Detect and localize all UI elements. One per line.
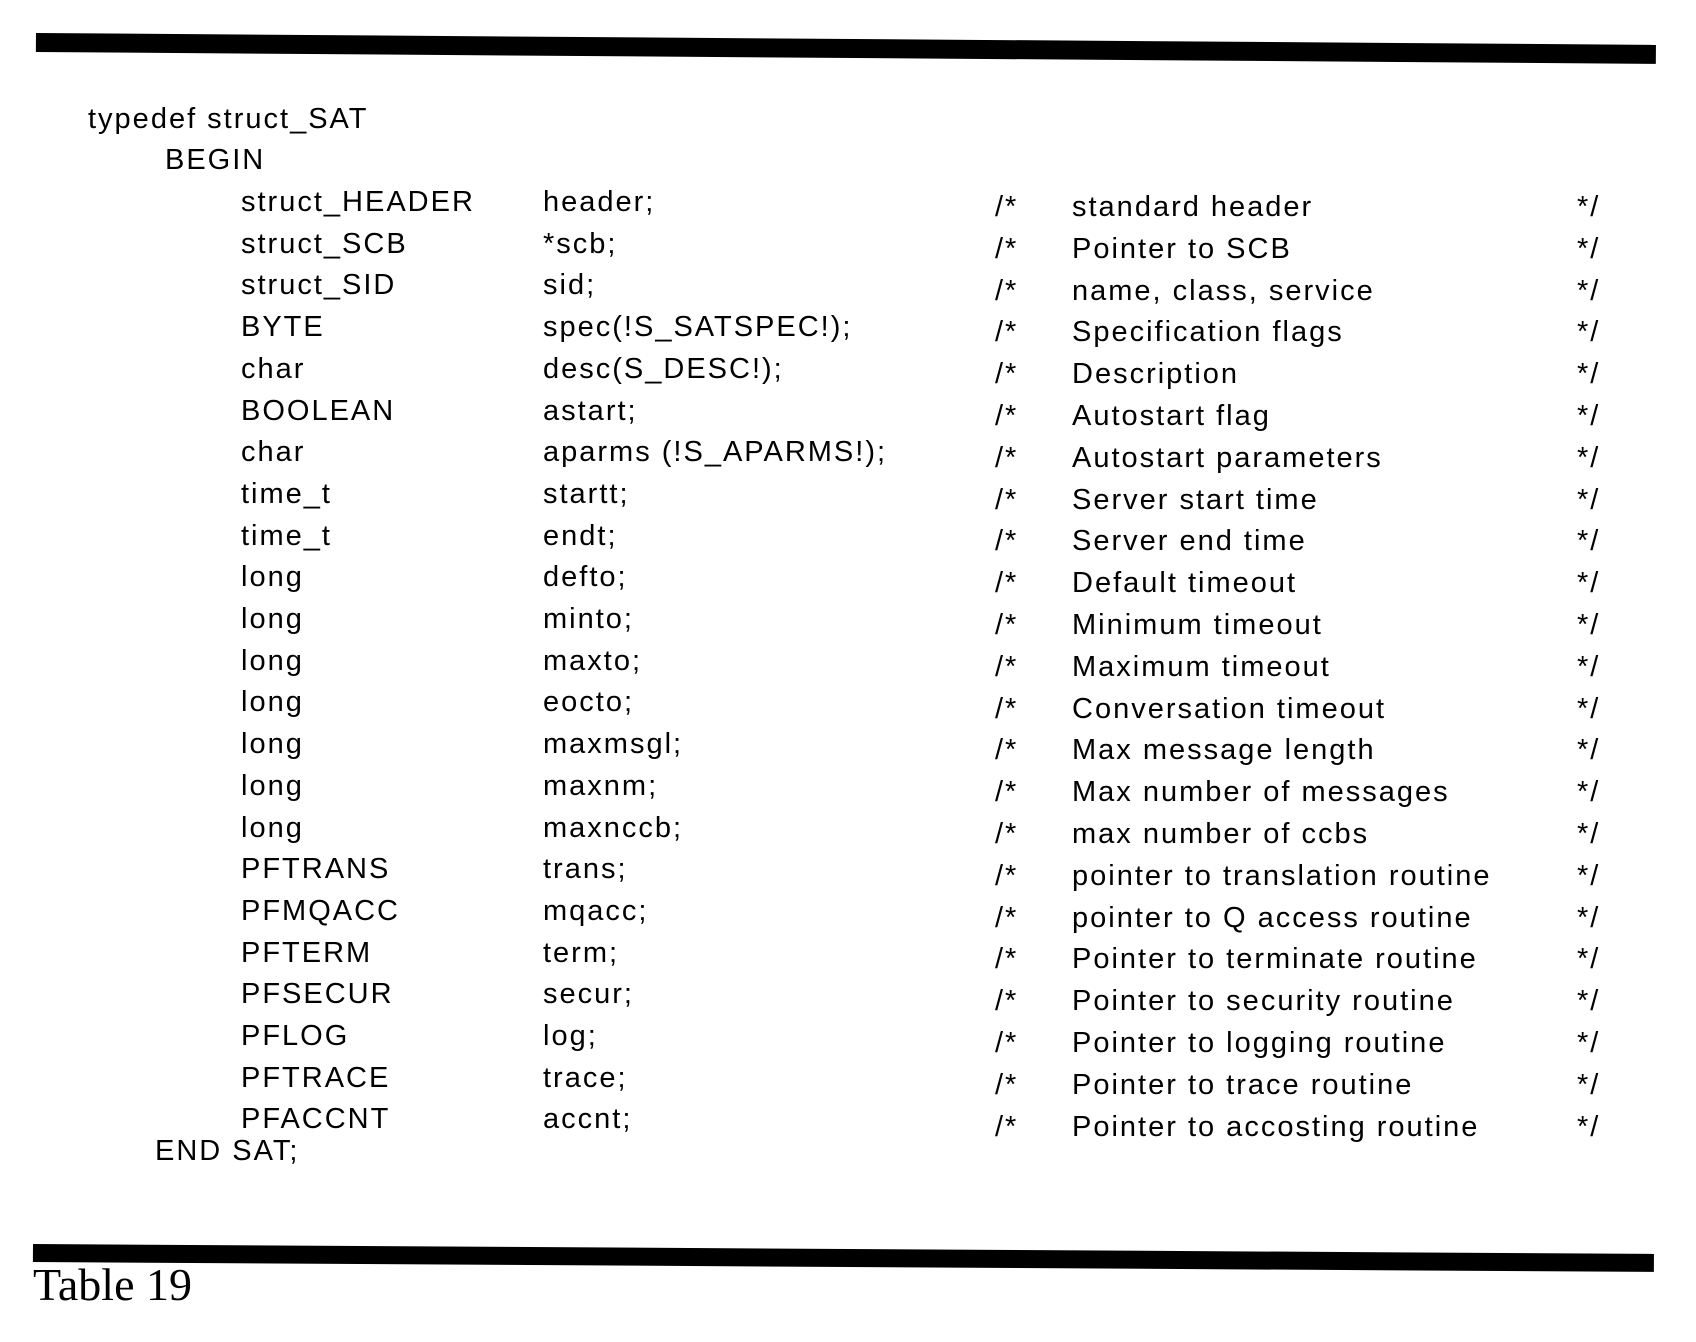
- comment-open: /*: [995, 232, 1019, 265]
- field-name: spec(!S_SATSPEC!);: [543, 311, 853, 344]
- field-type: struct_SID: [241, 269, 397, 302]
- field-type: struct_HEADER: [241, 186, 475, 218]
- field-type: PFSECUR: [241, 978, 394, 1011]
- comment-open: /*: [995, 901, 1019, 934]
- field-comment: Description: [1072, 358, 1240, 391]
- comment-open: /*: [995, 943, 1019, 976]
- field-name: header;: [543, 186, 656, 218]
- field-comment: Autostart parameters: [1072, 441, 1383, 474]
- comment-close: */: [1577, 650, 1601, 683]
- comment-close: */: [1577, 358, 1601, 391]
- comment-open: /*: [995, 316, 1019, 349]
- field-type: long: [241, 769, 304, 802]
- comment-open: /*: [995, 650, 1019, 683]
- field-comment: pointer to Q access routine: [1072, 901, 1473, 934]
- field-comment: Pointer to SCB: [1072, 232, 1292, 265]
- field-type: char: [241, 436, 306, 469]
- field-comment: Max number of messages: [1072, 776, 1450, 809]
- comment-close: */: [1577, 441, 1601, 474]
- field-comment: Server start time: [1072, 483, 1319, 516]
- field-comment: pointer to translation routine: [1072, 859, 1492, 892]
- field-name: mqacc;: [543, 894, 649, 927]
- comment-close: */: [1577, 985, 1601, 1018]
- comment-close: */: [1577, 1027, 1601, 1059]
- comment-open: /*: [995, 400, 1019, 432]
- comment-close: */: [1577, 483, 1601, 516]
- field-comment: Specification flags: [1072, 316, 1344, 349]
- field-name: maxmsgl;: [543, 728, 684, 761]
- field-type: struct_SCB: [241, 227, 408, 260]
- field-name: sid;: [543, 269, 597, 302]
- field-type: BOOLEAN: [241, 394, 396, 427]
- comment-open: /*: [995, 441, 1019, 474]
- field-name: log;: [543, 1020, 598, 1052]
- field-name: term;: [543, 936, 620, 969]
- field-name: *scb;: [543, 227, 618, 260]
- field-name: trans;: [543, 853, 628, 886]
- comment-open: /*: [995, 525, 1019, 558]
- field-name: maxnccb;: [543, 811, 684, 844]
- comment-open: /*: [995, 1110, 1019, 1143]
- comment-close: */: [1577, 400, 1601, 432]
- field-comment: Autostart flag: [1072, 400, 1271, 432]
- comment-open: /*: [995, 1027, 1019, 1059]
- comment-close: */: [1577, 1068, 1601, 1101]
- field-comment: max number of ccbs: [1072, 818, 1370, 850]
- field-comment: Pointer to trace routine: [1072, 1068, 1414, 1101]
- comment-close: */: [1577, 692, 1601, 725]
- field-name: minto;: [543, 603, 634, 635]
- comment-open: /*: [995, 734, 1019, 767]
- field-comment: Pointer to accosting routine: [1072, 1110, 1480, 1143]
- field-name: secur;: [543, 978, 634, 1011]
- field-comment: Pointer to terminate routine: [1072, 943, 1478, 976]
- comment-open: /*: [995, 985, 1019, 1018]
- field-type: long: [241, 686, 304, 719]
- field-name: desc(S_DESC!);: [543, 352, 784, 385]
- field-name: maxto;: [543, 644, 643, 677]
- comment-close: */: [1577, 274, 1601, 307]
- field-comment: Max message length: [1072, 734, 1376, 767]
- comment-open: /*: [995, 191, 1019, 223]
- comment-close: */: [1577, 232, 1601, 265]
- comment-open: /*: [995, 1068, 1019, 1101]
- comment-close: */: [1577, 567, 1601, 600]
- field-name: defto;: [543, 561, 628, 594]
- field-type: BYTE: [241, 311, 325, 344]
- comment-close: */: [1577, 609, 1601, 641]
- field-comment: Maximum timeout: [1072, 650, 1331, 683]
- field-comment: Conversation timeout: [1072, 692, 1387, 725]
- field-name: astart;: [543, 394, 638, 427]
- begin-keyword: BEGIN: [165, 144, 266, 176]
- field-name: maxnm;: [543, 769, 659, 802]
- comment-close: */: [1577, 734, 1601, 767]
- comment-open: /*: [995, 274, 1019, 307]
- field-name: accnt;: [543, 1103, 633, 1136]
- typedef-line: typedef struct_SAT: [88, 103, 369, 135]
- comment-close: */: [1577, 316, 1601, 349]
- field-type: PFTERM: [241, 936, 373, 969]
- comment-close: */: [1577, 859, 1601, 892]
- field-type: long: [241, 811, 304, 844]
- field-name: eocto;: [543, 686, 634, 719]
- comment-open: /*: [995, 818, 1019, 850]
- comment-open: /*: [995, 859, 1019, 892]
- field-type: long: [241, 728, 304, 761]
- field-name: trace;: [543, 1061, 628, 1094]
- comment-open: /*: [995, 483, 1019, 516]
- field-name: startt;: [543, 477, 630, 510]
- field-type: time_t: [241, 519, 332, 552]
- field-name: endt;: [543, 519, 618, 552]
- field-type: PFLOG: [241, 1020, 350, 1052]
- comment-open: /*: [995, 567, 1019, 600]
- field-type: time_t: [241, 477, 332, 510]
- end-keyword: END SAT;: [155, 1135, 300, 1167]
- comment-close: */: [1577, 776, 1601, 809]
- comment-close: */: [1577, 818, 1601, 850]
- comment-open: /*: [995, 358, 1019, 391]
- table-caption: Table 19: [33, 1259, 193, 1310]
- comment-close: */: [1577, 1110, 1601, 1143]
- comment-open: /*: [995, 692, 1019, 725]
- field-type: long: [241, 603, 304, 635]
- field-type: char: [241, 352, 306, 385]
- comment-close: */: [1577, 191, 1601, 223]
- field-comment: Server end time: [1072, 525, 1307, 558]
- field-comment: Pointer to logging routine: [1072, 1027, 1447, 1059]
- field-type: long: [241, 561, 304, 594]
- field-type: PFTRACE: [241, 1061, 391, 1094]
- comment-open: /*: [995, 776, 1019, 809]
- field-type: long: [241, 644, 304, 677]
- field-comment: Pointer to security routine: [1072, 985, 1455, 1018]
- comment-close: */: [1577, 943, 1601, 976]
- field-type: PFTRANS: [241, 853, 391, 886]
- field-comment: standard header: [1072, 191, 1314, 223]
- comment-close: */: [1577, 901, 1601, 934]
- field-type: PFMQACC: [241, 894, 400, 927]
- field-comment: Default timeout: [1072, 567, 1298, 600]
- comment-close: */: [1577, 525, 1601, 558]
- field-type: PFACCNT: [241, 1103, 391, 1136]
- field-name: aparms (!S_APARMS!);: [543, 436, 888, 469]
- field-comment: Minimum timeout: [1072, 609, 1323, 641]
- field-comment: name, class, service: [1072, 274, 1375, 307]
- comment-open: /*: [995, 609, 1019, 641]
